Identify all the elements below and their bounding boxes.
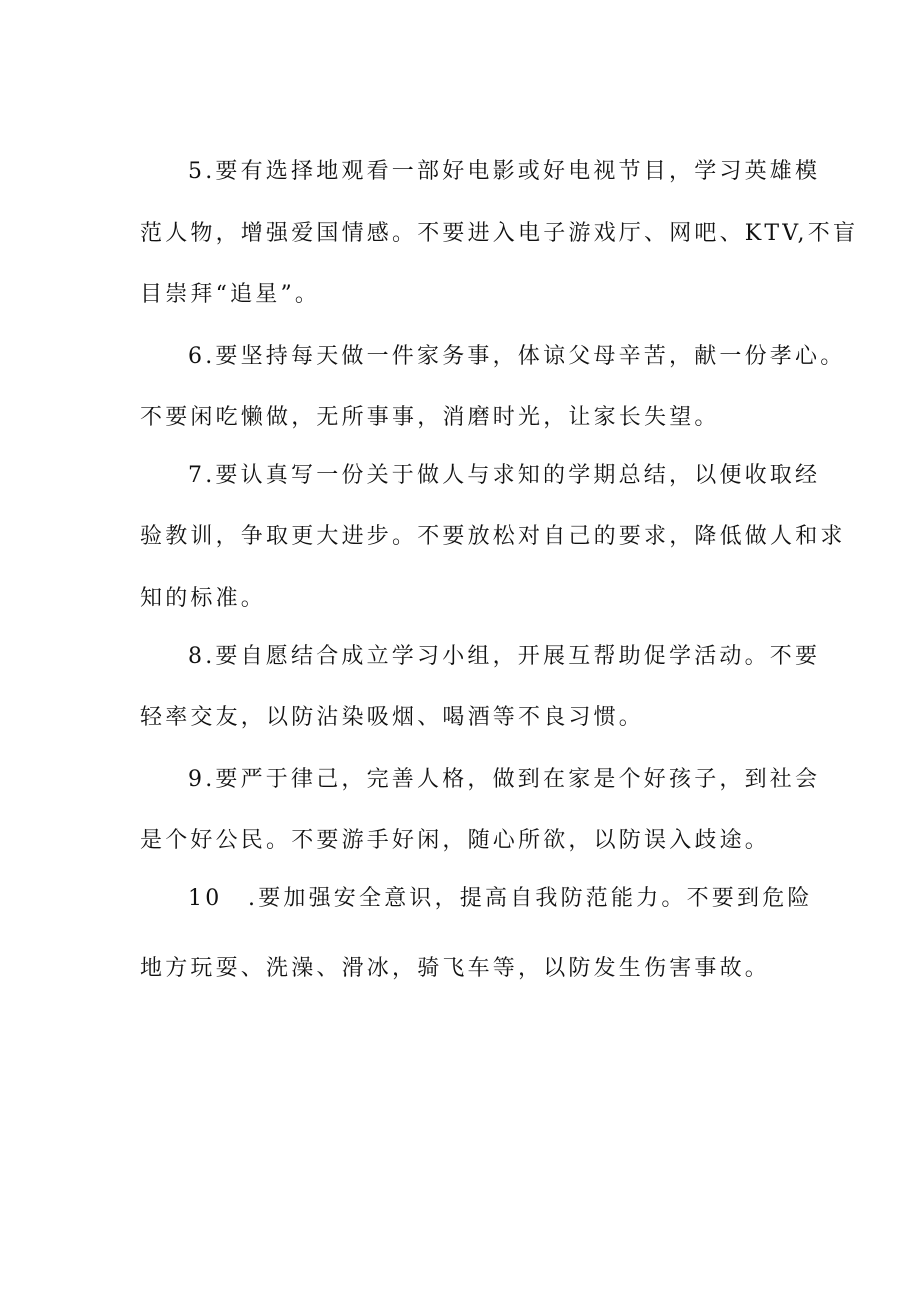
- item-7-line-2: 验教训，争取更大进步。不要放松对自己的要求，降低做人和求: [140, 524, 846, 549]
- item-text: .要自愿结合成立学习小组，开展互帮助促学活动。不要: [205, 644, 821, 669]
- item-6-line-2: 不要闲吃懒做，无所事事，消磨时光，让家长失望。: [140, 405, 720, 430]
- item-text: .要认真写一份关于做人与求知的学期总结，以便收取经: [205, 463, 821, 488]
- item-9-line-1: [188, 765, 820, 795]
- item-7-line-1: [188, 461, 820, 491]
- item-number: 10: [188, 886, 223, 911]
- item-6-line-1: [188, 342, 845, 372]
- item-10-line-2: 地方玩耍、洗澡、滑冰，骑飞车等，以防发生伤害事故。: [140, 956, 771, 981]
- item-7-line-3: 知的标准。: [140, 586, 267, 611]
- item-text: .要严于律己，完善人格，做到在家是个好孩子，到社会: [205, 767, 821, 792]
- item-number: 8: [188, 644, 206, 669]
- item-number: 9: [188, 767, 206, 792]
- item-9-line-2: 是个好公民。不要游手好闲，随心所欲，以防误入歧途。: [140, 828, 771, 853]
- item-5-line-2: 范人物，增强爱国情感。不要进入电子游戏厅、网吧、KTV,不盲: [140, 221, 859, 246]
- item-8-line-2: 轻率交友，以防沾染吸烟、喝酒等不良习惯。: [140, 705, 645, 730]
- item-8-line-1: [188, 642, 820, 672]
- item-text: .要有选择地观看一部好电影或好电视节目，学习英雄模: [205, 159, 821, 184]
- item-text: .要加强安全意识，提高自我防范能力。不要到危险: [248, 886, 813, 911]
- item-text: .要坚持每天做一件家务事，体谅父母辛苦，献一份孝心。: [205, 344, 846, 369]
- item-number: 6: [188, 344, 206, 369]
- item-number: 7: [188, 463, 206, 488]
- item-10-line-1: [188, 884, 813, 914]
- item-5-line-3: 目崇拜“追星”。: [140, 282, 321, 307]
- item-5-line-1: [188, 157, 820, 187]
- item-number: 5: [188, 159, 206, 184]
